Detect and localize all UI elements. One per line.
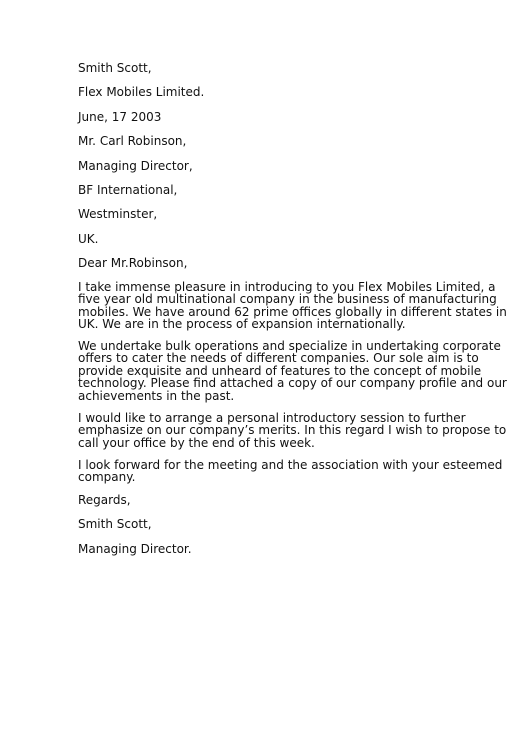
- recipient-country: UK.: [78, 231, 99, 246]
- recipient-name: Mr. Carl Robinson,: [78, 134, 187, 149]
- recipient-title: Managing Director,: [78, 158, 193, 173]
- paragraph-meeting-request: [78, 410, 507, 450]
- paragraph-line: offers to cater the needs of different companies. Our sole aim is to: [78, 351, 479, 366]
- sender-company: Flex Mobiles Limited.: [78, 85, 205, 100]
- signature-name: Smith Scott,: [78, 517, 152, 532]
- paragraph-line: achievements in the past.: [78, 388, 235, 403]
- paragraph-line: I would like to arrange a personal introductory session to further: [78, 410, 466, 425]
- paragraph-line: call your office by the end of this week.: [78, 435, 315, 450]
- signature-title: Managing Director.: [78, 541, 192, 556]
- recipient-city: Westminster,: [78, 207, 158, 222]
- paragraph-line: We undertake bulk operations and specialize in undertaking corporate: [78, 338, 501, 353]
- paragraph-closing-remark: [78, 457, 503, 485]
- closing: Regards,: [78, 493, 131, 508]
- salutation: Dear Mr.Robinson,: [78, 256, 188, 271]
- letter-body: [78, 61, 507, 566]
- paragraph-operations: [78, 338, 507, 403]
- paragraph-line: emphasize on our company’s merits. In this regard I wish to propose to: [78, 423, 507, 438]
- letter-date: June, 17 2003: [78, 109, 162, 124]
- paragraph-line: technology. Please find attached a copy of our company profile and our: [78, 376, 507, 391]
- paragraph-line: five year old multinational company in the business of manufacturing: [78, 292, 497, 307]
- sender-name: Smith Scott,: [78, 61, 152, 75]
- paragraph-line: UK. We are in the process of expansion internationally.: [78, 317, 406, 332]
- paragraph-line: I look forward for the meeting and the association with your esteemed: [78, 457, 503, 472]
- paragraph-line: provide exquisite and unheard of features to the concept of mobile: [78, 363, 482, 378]
- paragraph-line: I take immense pleasure in introducing to you Flex Mobiles Limited, a: [78, 279, 496, 294]
- paragraph-line: company.: [78, 470, 136, 485]
- recipient-company: BF International,: [78, 182, 178, 197]
- paragraph-line: mobiles. We have around 62 prime offices globally in different states in: [78, 304, 507, 319]
- paragraph-introduction: [78, 279, 507, 332]
